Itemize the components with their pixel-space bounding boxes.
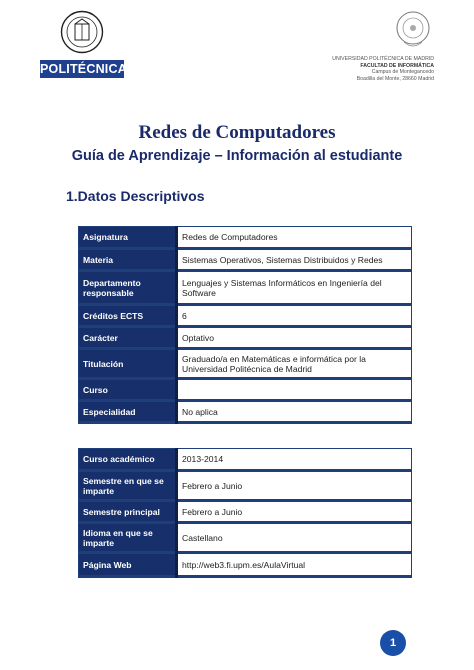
row-label: Créditos ECTS: [79, 305, 177, 327]
table-row: [79, 379, 412, 401]
table-row: [79, 249, 412, 271]
table-row: [79, 349, 412, 379]
row-value: 2013-2014: [177, 449, 412, 471]
section-heading: 1.Datos Descriptivos: [66, 188, 205, 204]
table-row: [79, 501, 412, 523]
row-label: Departamento responsable: [79, 271, 177, 305]
table-row: [79, 227, 412, 249]
faculty-seal-icon: [394, 8, 432, 52]
city-line: Boadilla del Monte, 28660 Madrid: [356, 75, 434, 82]
row-value: Febrero a Junio: [177, 471, 412, 501]
descriptive-data-table: [78, 226, 412, 424]
row-label: Titulación: [79, 349, 177, 379]
row-label: Materia: [79, 249, 177, 271]
page-number-badge: 1: [380, 630, 406, 656]
row-label: Carácter: [79, 327, 177, 349]
row-value: Sistemas Operativos, Sistemas Distribuidos y Redes: [177, 249, 412, 271]
upm-seal-icon: [60, 10, 104, 54]
upm-logo: [40, 8, 127, 78]
table-row: [79, 271, 412, 305]
row-label: Idioma en que se imparte: [79, 523, 177, 553]
web-link[interactable]: http://web3.fi.upm.es/AulaVirtual: [177, 553, 412, 577]
row-value: Febrero a Junio: [177, 501, 412, 523]
document-subtitle: Guía de Aprendizaje – Información al estudiante: [71, 148, 403, 164]
campus-line: Campus de Montegancedo: [371, 69, 434, 76]
row-label: Asignatura: [79, 227, 177, 249]
table-row: [79, 523, 412, 553]
row-value: Castellano: [177, 523, 412, 553]
course-info-table: [78, 448, 412, 578]
upm-logo-text: POLITÉCNICA: [40, 62, 127, 76]
row-label: Semestre principal: [79, 501, 177, 523]
table-row: [79, 305, 412, 327]
row-value: [177, 379, 412, 401]
table-row: [79, 553, 412, 577]
document-title: Redes de Computadores: [138, 122, 336, 143]
faculty-name: FACULTAD DE INFORMÁTICA: [360, 62, 434, 69]
row-value: Redes de Computadores: [177, 227, 412, 249]
row-label: Página Web: [79, 553, 177, 577]
table-row: [79, 401, 412, 423]
university-name: UNIVERSIDAD POLITÉCNICA DE MADRID: [332, 56, 434, 62]
row-value: Graduado/a en Matemáticas e informática por la Universidad Politécnica de Madrid: [177, 349, 412, 379]
row-label: Curso: [79, 379, 177, 401]
row-value: No aplica: [177, 401, 412, 423]
faculty-address: [332, 56, 434, 82]
row-label: Especialidad: [79, 401, 177, 423]
table-row: [79, 327, 412, 349]
row-value: Lenguajes y Sistemas Informáticos en Ingeniería del Software: [177, 271, 412, 305]
row-label: Curso académico: [79, 449, 177, 471]
row-value: 6: [177, 305, 412, 327]
row-value: Optativo: [177, 327, 412, 349]
table-row: [79, 471, 412, 501]
table-row: [79, 449, 412, 471]
row-label: Semestre en que se imparte: [79, 471, 177, 501]
